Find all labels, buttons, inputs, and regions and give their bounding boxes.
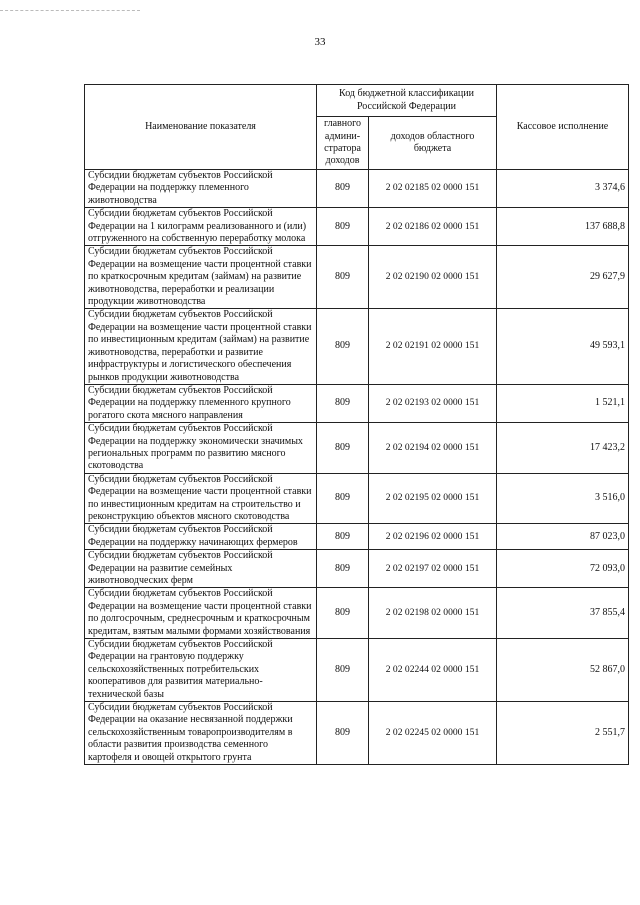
row-name-cell: Субсидии бюджетам субъектов Российской Федерации на поддержку экономически значимых региональных программ по развитию мясного скотоводства [85, 423, 317, 474]
row-admin-cell: 809 [317, 473, 369, 524]
table-row [85, 588, 629, 639]
row-admin-cell: 809 [317, 639, 369, 702]
table-row [85, 473, 629, 524]
table-row [85, 702, 629, 765]
row-admin-cell: 809 [317, 246, 369, 309]
row-admin-cell: 809 [317, 309, 369, 384]
row-amount-cell: 37 855,4 [497, 588, 629, 639]
table-row [85, 208, 629, 246]
row-amount-cell: 3 374,6 [497, 170, 629, 208]
row-code-cell: 2 02 02197 02 0000 151 [369, 550, 497, 588]
row-amount-cell: 3 516,0 [497, 473, 629, 524]
row-name-cell: Субсидии бюджетам субъектов Российской Федерации на возмещение части процентной ставки по инвестиционным кредитам (займам) на развитие животноводства, переработки и развитие инфраструктуры и логистического обеспечения рынков продукции животноводства [85, 309, 317, 384]
row-name-cell: Субсидии бюджетам субъектов Российской Федерации на возмещение части процентной ставки по инвестиционным кредитам на строительство и реконструкцию объектов мясного скотоводства [85, 473, 317, 524]
row-admin-cell: 809 [317, 423, 369, 474]
table-row [85, 423, 629, 474]
row-amount-cell: 1 521,1 [497, 384, 629, 422]
row-admin-cell: 809 [317, 702, 369, 765]
row-amount-cell: 87 023,0 [497, 524, 629, 550]
scan-artifact [0, 10, 140, 13]
table-row [85, 524, 629, 550]
row-amount-cell: 137 688,8 [497, 208, 629, 246]
row-code-cell: 2 02 02185 02 0000 151 [369, 170, 497, 208]
row-name-cell: Субсидии бюджетам субъектов Российской Федерации на возмещение части процентной ставки по долгосрочным, среднесрочным и краткосрочным кредитам, взятым малыми формами хозяйствования [85, 588, 317, 639]
row-code-cell: 2 02 02195 02 0000 151 [369, 473, 497, 524]
row-admin-cell: 809 [317, 208, 369, 246]
row-name-cell: Субсидии бюджетам субъектов Российской Федерации на возмещение части процентной ставки по краткосрочным кредитам (займам) на развитие животноводства, переработки и реализации продукции животноводства [85, 246, 317, 309]
row-amount-cell: 72 093,0 [497, 550, 629, 588]
row-admin-cell: 809 [317, 550, 369, 588]
row-code-cell: 2 02 02193 02 0000 151 [369, 384, 497, 422]
table-header [85, 85, 629, 170]
row-admin-cell: 809 [317, 170, 369, 208]
budget-table [84, 84, 629, 765]
header-name: Наименование показателя [85, 85, 317, 170]
table-row [85, 639, 629, 702]
row-code-cell: 2 02 02244 02 0000 151 [369, 639, 497, 702]
header-code-group: Код бюджетной классификации Российской Федерации [317, 85, 497, 117]
row-name-cell: Субсидии бюджетам субъектов Российской Федерации на оказание несвязанной поддержки сельскохозяйственным товаропроизводителям в области развития производства семенного картофеля и овощей открытого грунта [85, 702, 317, 765]
row-code-cell: 2 02 02198 02 0000 151 [369, 588, 497, 639]
row-admin-cell: 809 [317, 524, 369, 550]
row-name-cell: Субсидии бюджетам субъектов Российской Федерации на поддержку племенного крупного рогатого скота мясного направления [85, 384, 317, 422]
row-code-cell: 2 02 02196 02 0000 151 [369, 524, 497, 550]
row-amount-cell: 52 867,0 [497, 639, 629, 702]
row-name-cell: Субсидии бюджетам субъектов Российской Федерации на поддержку племенного животноводства [85, 170, 317, 208]
row-name-cell: Субсидии бюджетам субъектов Российской Федерации на развитие семейных животноводческих ферм [85, 550, 317, 588]
header-execution: Кассовое исполнение [497, 85, 629, 170]
table-row [85, 384, 629, 422]
row-admin-cell: 809 [317, 384, 369, 422]
page-number: 33 [314, 36, 326, 48]
table-row [85, 309, 629, 384]
row-code-cell: 2 02 02191 02 0000 151 [369, 309, 497, 384]
row-amount-cell: 29 627,9 [497, 246, 629, 309]
row-code-cell: 2 02 02190 02 0000 151 [369, 246, 497, 309]
row-amount-cell: 49 593,1 [497, 309, 629, 384]
row-code-cell: 2 02 02245 02 0000 151 [369, 702, 497, 765]
row-amount-cell: 2 551,7 [497, 702, 629, 765]
row-name-cell: Субсидии бюджетам субъектов Российской Федерации на 1 килограмм реализованного и (или) отгруженного на собственную переработку молока [85, 208, 317, 246]
header-income: доходов областного бюджета [369, 117, 497, 170]
table-row [85, 170, 629, 208]
table-row [85, 246, 629, 309]
row-code-cell: 2 02 02186 02 0000 151 [369, 208, 497, 246]
table-body [85, 170, 629, 765]
row-amount-cell: 17 423,2 [497, 423, 629, 474]
row-name-cell: Субсидии бюджетам субъектов Российской Федерации на поддержку начинающих фермеров [85, 524, 317, 550]
row-code-cell: 2 02 02194 02 0000 151 [369, 423, 497, 474]
header-admin: главного админи-стратора доходов [317, 117, 369, 170]
table-row [85, 550, 629, 588]
row-name-cell: Субсидии бюджетам субъектов Российской Федерации на грантовую поддержку сельскохозяйственных потребительских кооперативов для развития материально-технической базы [85, 639, 317, 702]
row-admin-cell: 809 [317, 588, 369, 639]
